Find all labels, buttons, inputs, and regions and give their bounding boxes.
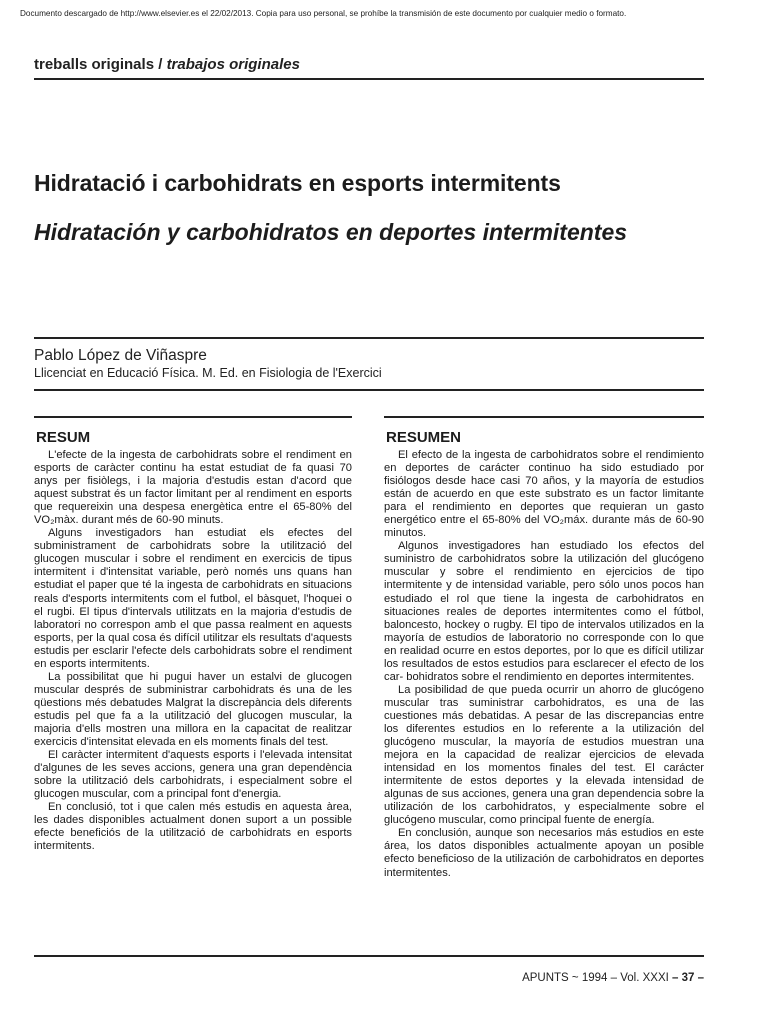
page-number: – 37 – (672, 972, 704, 984)
page-footer (522, 972, 704, 984)
resum-rule (34, 416, 352, 418)
title-spanish: Hidratación y carbohidratos en deportes intermitentes (34, 219, 628, 245)
footer-volume: – Vol. XXXI (607, 972, 673, 984)
resumen-rule (384, 416, 704, 418)
title-catalan: Hidratació i carbohidrats en esports intermitents (34, 170, 561, 196)
footer-tilde: ~ (568, 972, 582, 984)
resum-paragraph: La possibilitat que hi pugui haver un estalvi de glucogen muscular després de subministrar carbohidrats és una de les qüestions més debatudes Malgrat la discrepància dels diferents estudis pel que fa a la utilització del glucogen muscular, la majoria d'ells mostren una millora en la capacitat de realitzar exercicis d'intensitat elevada en els moments finals del test. (34, 670, 352, 749)
resum-heading: RESUM (36, 429, 91, 446)
section-separator: / (154, 56, 167, 73)
section-header (34, 56, 300, 73)
resumen-paragraph: La posibilidad de que pueda ocurrir un ahorro de glucógeno muscular tras suministrar carbohidratos, es una de las cuestiones más debatidas. A pesar de las discrepancias entre los diferentes estudios en lo referente a la utilización del glucógeno muscular, la mayoría de estudios muestran una mejora en la capacidad de realizar ejercicios de elevada intensidad en los momentos finales del test. El carácter intermitente de estos deportes y la elevada intensidad de algunas de sus acciones, genera una gran dependencia sobre la utilización de los carbohidratos, y especialmente sobre el glucógeno muscular, como principal fuente de energía. (384, 683, 704, 827)
resum-paragraph: En conclusió, tot i que calen més estudis en aquesta àrea, les dades disponibles actualment donen suport a un possible efecte beneficiós de la utilització de carbohidrats en esports intermitents. (34, 801, 352, 853)
resum-paragraph: El caràcter intermitent d'aquests esports i l'elevada intensitat d'algunes de les seves accions, genera una gran dependència sobre la utilització dels carbohidrats, i especialment sobre el glucogen muscular, com a principal font d'energia. (34, 749, 352, 801)
resumen-paragraph: En conclusión, aunque son necesarios más estudios en este área, los datos disponibles actualmente apoyan un posible efecto beneficioso de la utilización de carbohidratos en deportes intermitentes. (384, 827, 704, 879)
author-rule (34, 389, 704, 391)
resum-body (34, 449, 352, 853)
resumen-body (384, 449, 704, 880)
author-affiliation: Llicenciat en Educació Física. M. Ed. en Fisiologia de l'Exercici (34, 366, 382, 380)
author-name: Pablo López de Viñaspre (34, 347, 207, 364)
footer-year: 1994 (581, 972, 608, 984)
resum-paragraph: Alguns investigadors han estudiat els efectes del subministrament de carbohidrats sobre la utilització del glucogen muscular i sobre el rendiment en exercicis de tipus intermitent i d'intensitat variable, però només uns quans han estudiat el paper que té la ingesta de carbohidrats en situacions reals d'esports intermitents com el futbol, el bàsquet, l'hoquei o el rugbi. El tipus d'intervals utilitzats en la majoria d'estudis de laboratori no correspon amb el que passa realment en aquests esports, per la qual cosa és difícil utilitzar els resultats d'aquests estudis per esclarir l'efecte dels carbohidrats sobre el rendiment en esports intermitents. (34, 527, 352, 670)
title-rule (34, 337, 704, 339)
footer-journal: APUNTS (522, 972, 569, 984)
header-rule (34, 78, 704, 80)
resumen-heading: RESUMEN (386, 429, 462, 446)
resum-paragraph: L'efecte de la ingesta de carbohidrats sobre el rendiment en esports de caràcter continu ha estat estudiat de fa quasi 70 anys per fisiòlegs, i la majoria d'estudis estan d'acord que aquest substrat és un factor limitant per al rendiment en esports que requereixin una despesa energètica entre el 65-80% del VO₂màx. durant més de 60-90 minuts. (34, 449, 352, 527)
resumen-paragraph: El efecto de la ingesta de carbohidratos sobre el rendimiento en deportes de carácter continuo ha sido estudiado por fisiólogos desde hace casi 70 años, y la mayoría de estudios están de acuerdo en que este substrato es un factor limitante para el rendimiento en deportes que requieran un gasto energético entre el 65-80% del VO₂máx. durante más de 60-90 minutos. (384, 449, 704, 540)
download-disclaimer: Documento descargado de http://www.elsevier.es el 22/02/2013. Copia para uso personal, se prohíbe la transmisión de este documento por cualquier medio o formato. (20, 9, 627, 18)
footer-rule (34, 955, 704, 957)
resumen-paragraph: Algunos investigadores han estudiado los efectos del suministro de carbohidratos sobre la utilización del glucógeno muscular y sobre el rendimiento en ejercicios de tipo intermitente y de intensidad variable, pero sólo unos pocos han estudiado el rol que tiene la ingesta de carbohidratos en situaciones reales de deportes intermitentes como el fútbol, baloncesto, hockey o rugby. El tipo de intervalos utilizados en la mayoría de estudios de laboratorio no corresponde con lo que en realidad ocurre en estos deportes, por lo que es difícil utilizar los resultados de estos estudios para esclarecer el efecto de los car- bohidratos sobre el rendimiento en deportes intermitentes. (384, 540, 704, 683)
section-catalan: treballs originals (34, 56, 155, 73)
section-spanish: trabajos originales (166, 56, 300, 73)
